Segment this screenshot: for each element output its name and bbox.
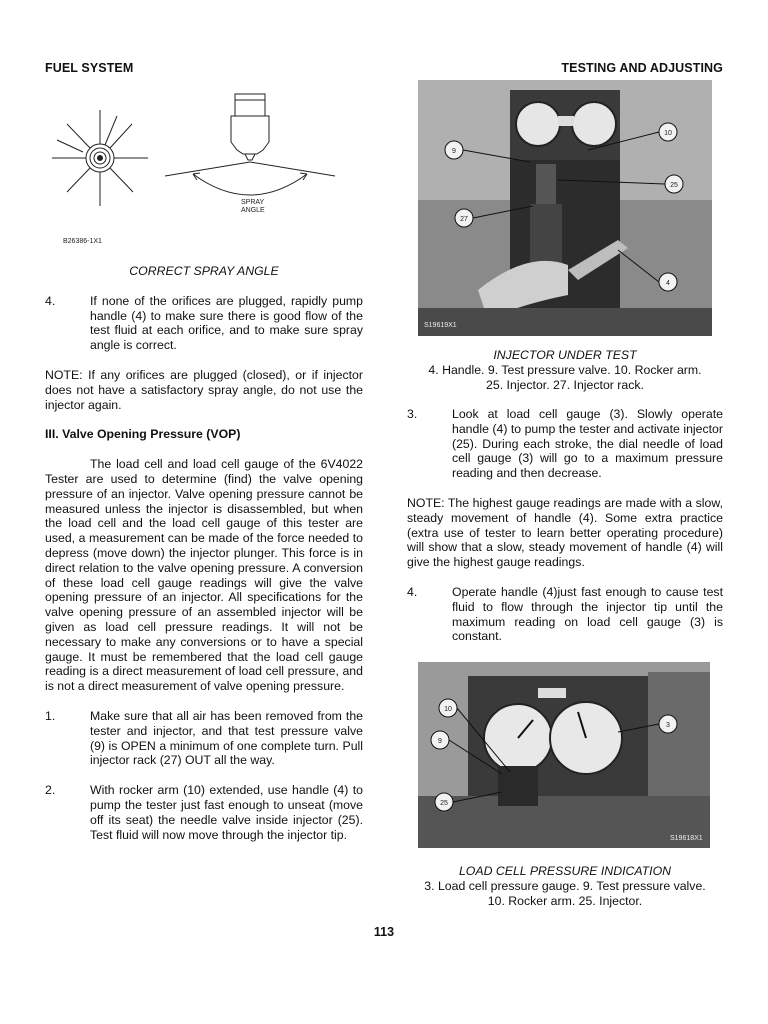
step-text: If none of the orifices are plugged, rapidly pump handle (4) to make sure there is good flow of the test fluid at each orifice, and to make sure spray angle is correct.: [90, 293, 363, 353]
page-number: 113: [373, 925, 395, 939]
callout-25: 25: [670, 182, 678, 189]
callout-27: 27: [460, 216, 468, 223]
step-text: Make sure that all air has been removed from the tester and injector, and that test pressure valve (9) is OPEN a minimum of one complete turn. Pull injector rack (27) OUT all the way.: [90, 708, 363, 768]
injector-under-test-photo: [418, 80, 712, 336]
step-number: 1.: [45, 708, 56, 723]
callout-3: 3: [666, 722, 670, 729]
step-number: 4.: [45, 293, 56, 308]
photo-id: S19618X1: [670, 835, 703, 842]
injector-side-view: [165, 94, 335, 195]
note-plugged-orifices: NOTE: If any orifices are plugged (closed), or if injector does not have a satisfactory spray angle, do not use the injector again.: [45, 367, 363, 412]
left-column: [45, 264, 363, 842]
callout-10: 10: [664, 130, 672, 137]
step-3-block: [407, 407, 723, 481]
photo2-caption-line2: 10. Rocker arm. 25. Injector.: [487, 893, 643, 908]
vop-paragraph: The load cell and load cell gauge of the 6V4022 Tester are used to determine (find) the valve opening pressure of an injector. Valve opening pressure cannot be measured unless the injector is disassembled, but when the load cell and the load cell gauge of this tester are used, a measurement can be made of the force needed to depress (move down) the injector plunger. This force is in direct relation to the valve opening pressure. A conversion of these load cell gauge readings will give the valve opening pressure of an injector. All specifications for the valve opening pressure of an assembled injector will be given as load cell pressure readings. It will not be necessary to make any conversions or to have a special gauge. It must be remembered that the load cell gauge reading is a direct measurement of load cell pressure, and is not a direct measurement of valve opening pressure.: [45, 457, 363, 694]
load-cell-pressure-photo: [418, 662, 710, 848]
photo1-caption-title: INJECTOR UNDER TEST: [493, 348, 637, 362]
photo2-caption-title: LOAD CELL PRESSURE INDICATION: [458, 864, 672, 878]
step-4b-block: [407, 585, 723, 644]
step-text: Operate handle (4)just fast enough to cause test fluid to flow through the injector tip until the maximum reading on load cell gauge (3) is constant.: [452, 584, 723, 644]
right-column: [407, 407, 723, 644]
nozzle-orifice-view: [52, 110, 148, 206]
callout-9: 9: [452, 148, 456, 155]
callout-4: 4: [666, 280, 670, 287]
step-2-block: [45, 783, 363, 842]
callout-10: 10: [444, 706, 452, 713]
callout-25: 25: [440, 800, 448, 807]
spray-label-line2: ANGLE: [241, 207, 265, 214]
step-number: 2.: [45, 783, 56, 798]
step-1-block: [45, 709, 363, 768]
step-number: 4.: [407, 584, 418, 599]
photo1-caption-block: [407, 348, 723, 392]
photo1-caption-line2: 25. Injector. 27. Injector rack.: [486, 377, 644, 392]
step-number: 3.: [407, 407, 418, 421]
figure-id-label: B26386-1X1: [63, 238, 102, 245]
header-chapter-title: TESTING AND ADJUSTING: [561, 61, 723, 75]
header-section-title: FUEL SYSTEM: [45, 61, 134, 75]
step-4-block: [45, 294, 363, 353]
photo1-caption-line1: 4. Handle. 9. Test pressure valve. 10. Rocker arm.: [428, 362, 702, 377]
spray-angle-diagram: [45, 88, 363, 258]
spray-figure-caption: CORRECT SPRAY ANGLE: [129, 264, 279, 278]
section-heading-vop: III. Valve Opening Pressure (VOP): [45, 427, 241, 442]
step-text: Look at load cell gauge (3). Slowly operate handle (4) to pump the tester and activate injector (25). During each stroke, the dial needle of load cell gauge (3) will go to a maximum pressure reading and then decrease.: [452, 407, 723, 481]
step-text: With rocker arm (10) extended, use handle (4) to pump the tester just fast enough to unseat (move off its seat) the needle valve inside injector (25). Test fluid will now move through the injector tip.: [90, 783, 363, 842]
callout-9: 9: [438, 738, 442, 745]
photo-id: S19619X1: [424, 322, 457, 329]
photo2-caption-line1: 3. Load cell pressure gauge. 9. Test pressure valve.: [424, 878, 706, 893]
note-highest-readings: NOTE: The highest gauge readings are made with a slow, steady movement of handle (4). Some extra practice (extra use of tester to learn better operating procedure) will show that a slow, steady movement of handle (4) will give the highest gauge readings.: [407, 495, 723, 570]
spray-label-line1: SPRAY: [241, 199, 265, 206]
photo2-caption-block: [407, 864, 723, 908]
